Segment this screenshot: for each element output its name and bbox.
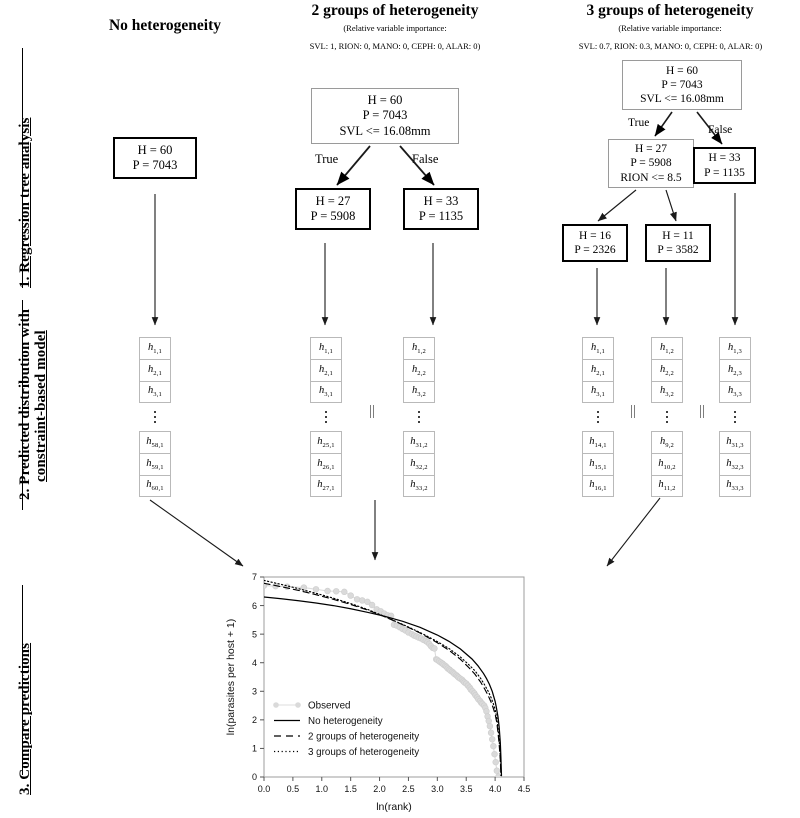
observed-marker xyxy=(488,730,494,736)
column-subtitle-2-groups-line1: (Relative variable importance: xyxy=(343,23,447,33)
node-line-2: P = 7043 xyxy=(362,108,408,123)
vector-cell xyxy=(403,475,435,497)
h-symbol: $h_{1,1}$ xyxy=(590,341,606,356)
h-symbol: $h_{2,2}$ xyxy=(659,363,675,378)
node-line-2: P = 1135 xyxy=(704,166,745,179)
vector-bottom-group xyxy=(719,431,751,497)
vertical-ellipsis-icon xyxy=(582,403,614,431)
y-tick-label: 3 xyxy=(251,686,257,697)
node-line-2: P = 5908 xyxy=(310,209,356,223)
tree-node-th-right[interactable] xyxy=(693,147,756,184)
vector-cell xyxy=(651,381,683,403)
tree-node-tg-left[interactable] xyxy=(295,188,371,230)
observed-marker xyxy=(359,598,365,604)
vector-cell xyxy=(651,431,683,453)
column-subtitle-2-groups-line2: SVL: 1, RION: 0, MANO: 0, CEPH: 0, ALAR: 0) xyxy=(309,41,481,51)
vector-cell xyxy=(582,359,614,381)
h-symbol: $h_{60,1}$ xyxy=(146,479,164,493)
rail-step-2: 2. Predicted distribution with xyxy=(17,308,33,500)
observed-marker xyxy=(486,718,492,724)
tree-edge-label-tg-true: True xyxy=(315,152,339,166)
h-symbol: $h_{3,1}$ xyxy=(590,385,606,399)
vector-cell xyxy=(310,381,342,403)
vector-stack-nh-1 xyxy=(139,337,171,497)
node-line-3: RION <= 8.5 xyxy=(620,171,682,184)
equals-symbol-th-1: || xyxy=(630,403,637,419)
node-line-2: P = 1135 xyxy=(418,209,464,223)
legend-label: Observed xyxy=(308,700,351,712)
observed-marker xyxy=(354,596,360,602)
equals-symbol-th-2: || xyxy=(699,403,706,419)
tree-node-tg-right[interactable] xyxy=(403,188,479,230)
y-tick-label: 5 xyxy=(251,629,257,640)
node-line-3: SVL <= 16.08mm xyxy=(640,93,724,105)
observed-marker xyxy=(493,759,499,765)
node-line-1: H = 27 xyxy=(315,193,351,208)
tree-edge-label-tg-false: False xyxy=(412,152,439,166)
h-symbol: $h_{1,3}$ xyxy=(727,341,743,356)
observed-marker xyxy=(487,723,493,729)
vector-bottom-group xyxy=(582,431,614,497)
h-symbol: $h_{11,2}$ xyxy=(658,479,676,493)
legend-label: 3 groups of heterogeneity xyxy=(308,747,420,759)
vector-bottom-group xyxy=(139,431,171,497)
vector-cell xyxy=(719,475,751,497)
observed-marker xyxy=(489,736,495,742)
vector-cell xyxy=(139,475,171,497)
x-tick-label: 4.0 xyxy=(488,784,502,794)
node-line-1: H = 27 xyxy=(634,143,668,156)
observed-marker xyxy=(494,768,500,774)
tree-edge-label-th-true: True xyxy=(628,117,650,129)
column-subtitle-3-groups-line2: SVL: 0.7, RION: 0.3, MANO: 0, CEPH: 0, ALAR: 0) xyxy=(578,41,763,51)
h-symbol: $h_{26,1}$ xyxy=(317,457,335,472)
h-symbol: $h_{1,2}$ xyxy=(411,341,427,356)
node-line-2: P = 7043 xyxy=(661,78,703,91)
node-line-1: H = 11 xyxy=(662,229,694,242)
node-line-2: P = 3582 xyxy=(657,244,699,256)
h-symbol: $h_{58,1}$ xyxy=(146,435,164,450)
vector-cell xyxy=(719,359,751,381)
vertical-ellipsis-icon xyxy=(310,403,342,431)
x-tick-label: 1.0 xyxy=(315,784,329,794)
rail-step-1: 1. Regression tree analysis xyxy=(17,117,33,288)
vector-top-group xyxy=(651,337,683,403)
node-line-2: P = 7043 xyxy=(132,158,178,172)
h-symbol: $h_{31,2}$ xyxy=(410,435,428,450)
h-symbol: $h_{2,1}$ xyxy=(590,363,606,378)
vector-bottom-group xyxy=(310,431,342,497)
y-tick-label: 4 xyxy=(251,657,257,668)
h-symbol: $h_{2,2}$ xyxy=(411,363,427,378)
x-axis-label: ln(rank) xyxy=(376,801,412,813)
vertical-ellipsis-icon xyxy=(651,403,683,431)
observed-marker xyxy=(492,751,498,757)
vector-cell xyxy=(403,337,435,359)
h-symbol: $h_{3,1}$ xyxy=(318,385,334,399)
h-symbol: $h_{31,3}$ xyxy=(726,435,744,450)
vector-cell xyxy=(139,381,171,403)
vector-bottom-group xyxy=(403,431,435,497)
tree-node-th-root[interactable] xyxy=(622,60,742,110)
vector-cell xyxy=(310,337,342,359)
legend-marker xyxy=(295,702,301,708)
vector-stack-tg-1 xyxy=(310,337,342,497)
tree-node-nh-root[interactable] xyxy=(113,137,197,179)
x-tick-label: 3.5 xyxy=(459,784,473,794)
h-symbol: $h_{33,3}$ xyxy=(726,479,744,493)
y-axis-label: ln(parasites per host + 1) xyxy=(225,618,237,736)
x-tick-label: 1.5 xyxy=(344,784,357,794)
vector-cell xyxy=(310,453,342,475)
node-line-2: P = 5908 xyxy=(630,157,672,170)
vector-top-group xyxy=(139,337,171,403)
vector-cell xyxy=(719,337,751,359)
y-tick-label: 0 xyxy=(251,772,257,783)
node-line-1: H = 60 xyxy=(367,93,403,108)
node-line-1: H = 60 xyxy=(665,64,699,77)
vector-cell xyxy=(139,453,171,475)
h-symbol: $h_{3,2}$ xyxy=(659,385,675,399)
column-title-2-groups: 2 groups of heterogeneity xyxy=(311,2,479,19)
vector-bottom-group xyxy=(651,431,683,497)
vector-cell xyxy=(310,431,342,453)
vector-top-group xyxy=(719,337,751,403)
vector-top-group xyxy=(310,337,342,403)
node-line-1: H = 33 xyxy=(708,152,741,165)
vector-cell xyxy=(651,359,683,381)
vertical-ellipsis-icon xyxy=(403,403,435,431)
h-symbol: $h_{1,1}$ xyxy=(147,341,163,356)
observed-marker xyxy=(341,589,347,595)
h-symbol: $h_{10,2}$ xyxy=(658,457,676,472)
h-symbol: $h_{3,3}$ xyxy=(727,385,743,399)
h-symbol: $h_{2,3}$ xyxy=(727,363,743,378)
node-line-1: H = 16 xyxy=(578,229,612,242)
legend-marker xyxy=(273,702,279,708)
vector-cell xyxy=(582,381,614,403)
vector-top-group xyxy=(403,337,435,403)
tree-node-th-leaf1[interactable] xyxy=(562,224,628,262)
h-symbol: $h_{14,1}$ xyxy=(589,435,607,450)
h-symbol: $h_{1,2}$ xyxy=(659,341,675,356)
vector-cell xyxy=(719,431,751,453)
vector-stack-th-2 xyxy=(651,337,683,497)
comparison-chart xyxy=(222,565,534,813)
observed-marker xyxy=(484,708,490,714)
observed-marker xyxy=(325,588,331,594)
observed-marker xyxy=(369,602,375,608)
tree-node-th-mid[interactable] xyxy=(608,139,694,188)
x-tick-label: 0.5 xyxy=(286,784,300,794)
x-tick-label: 2.0 xyxy=(373,784,386,794)
vector-cell xyxy=(139,359,171,381)
h-symbol: $h_{9,2}$ xyxy=(659,435,675,450)
observed-marker xyxy=(313,586,319,592)
h-symbol: $h_{1,1}$ xyxy=(318,341,334,356)
vector-cell xyxy=(651,475,683,497)
x-tick-label: 0.0 xyxy=(257,784,271,794)
vector-cell xyxy=(310,359,342,381)
column-title-no-heterogeneity: No heterogeneity xyxy=(108,17,222,34)
y-tick-label: 6 xyxy=(251,600,257,611)
vector-top-group xyxy=(582,337,614,403)
vertical-ellipsis-icon xyxy=(139,403,171,431)
vector-cell xyxy=(582,431,614,453)
observed-marker xyxy=(490,743,496,749)
vector-cell xyxy=(139,337,171,359)
y-tick-label: 2 xyxy=(251,715,257,726)
vector-stack-th-1 xyxy=(582,337,614,497)
vertical-ellipsis-icon xyxy=(719,403,751,431)
node-line-3: SVL <= 16.08mm xyxy=(339,123,431,138)
h-symbol: $h_{2,1}$ xyxy=(147,363,163,378)
x-tick-label: 2.5 xyxy=(402,784,415,794)
y-tick-label: 7 xyxy=(251,572,257,583)
vector-cell xyxy=(310,475,342,497)
tree-edge-label-th-false: False xyxy=(708,124,733,136)
h-symbol: $h_{3,2}$ xyxy=(411,385,427,399)
h-symbol: $h_{15,1}$ xyxy=(589,457,607,472)
equals-symbol-tg: || xyxy=(369,403,376,419)
observed-marker xyxy=(432,646,438,652)
observed-marker xyxy=(333,588,339,594)
h-symbol: $h_{33,2}$ xyxy=(410,479,428,493)
vector-stack-tg-2 xyxy=(403,337,435,497)
h-symbol: $h_{25,1}$ xyxy=(317,435,335,450)
y-tick-label: 1 xyxy=(251,743,257,754)
observed-marker xyxy=(348,593,354,599)
node-line-1: H = 60 xyxy=(137,142,173,157)
vector-cell xyxy=(582,475,614,497)
tree-node-th-leaf2[interactable] xyxy=(645,224,711,262)
vector-cell xyxy=(719,453,751,475)
vector-cell xyxy=(139,431,171,453)
h-symbol: $h_{3,1}$ xyxy=(147,385,163,399)
legend-label: No heterogeneity xyxy=(308,716,383,728)
vector-stack-th-3 xyxy=(719,337,751,497)
vector-cell xyxy=(719,381,751,403)
h-symbol: $h_{2,1}$ xyxy=(318,363,334,378)
column-title-3-groups: 3 groups of heterogeneity xyxy=(586,2,754,19)
x-tick-label: 4.5 xyxy=(517,784,531,794)
h-symbol: $h_{16,1}$ xyxy=(589,479,607,493)
rail-step-2-line2: constraint-based model xyxy=(33,330,49,482)
node-line-2: P = 2326 xyxy=(574,244,616,256)
vector-cell xyxy=(403,431,435,453)
node-line-1: H = 33 xyxy=(423,193,459,208)
vector-cell xyxy=(403,453,435,475)
h-symbol: $h_{27,1}$ xyxy=(317,479,335,493)
h-symbol: $h_{32,2}$ xyxy=(410,457,428,472)
h-symbol: $h_{32,3}$ xyxy=(726,457,744,472)
vector-cell xyxy=(582,337,614,359)
observed-marker xyxy=(496,774,502,780)
h-symbol: $h_{59,1}$ xyxy=(146,457,164,472)
tree-node-tg-root[interactable] xyxy=(311,88,459,144)
vector-cell xyxy=(582,453,614,475)
vector-cell xyxy=(403,359,435,381)
column-subtitle-3-groups-line1: (Relative variable importance: xyxy=(618,23,722,33)
legend-label: 2 groups of heterogeneity xyxy=(308,731,420,743)
vector-cell xyxy=(651,337,683,359)
vector-cell xyxy=(403,381,435,403)
rail-step-3: 3. Compare predictions xyxy=(17,642,33,795)
x-tick-label: 3.0 xyxy=(431,784,444,794)
vector-cell xyxy=(651,453,683,475)
